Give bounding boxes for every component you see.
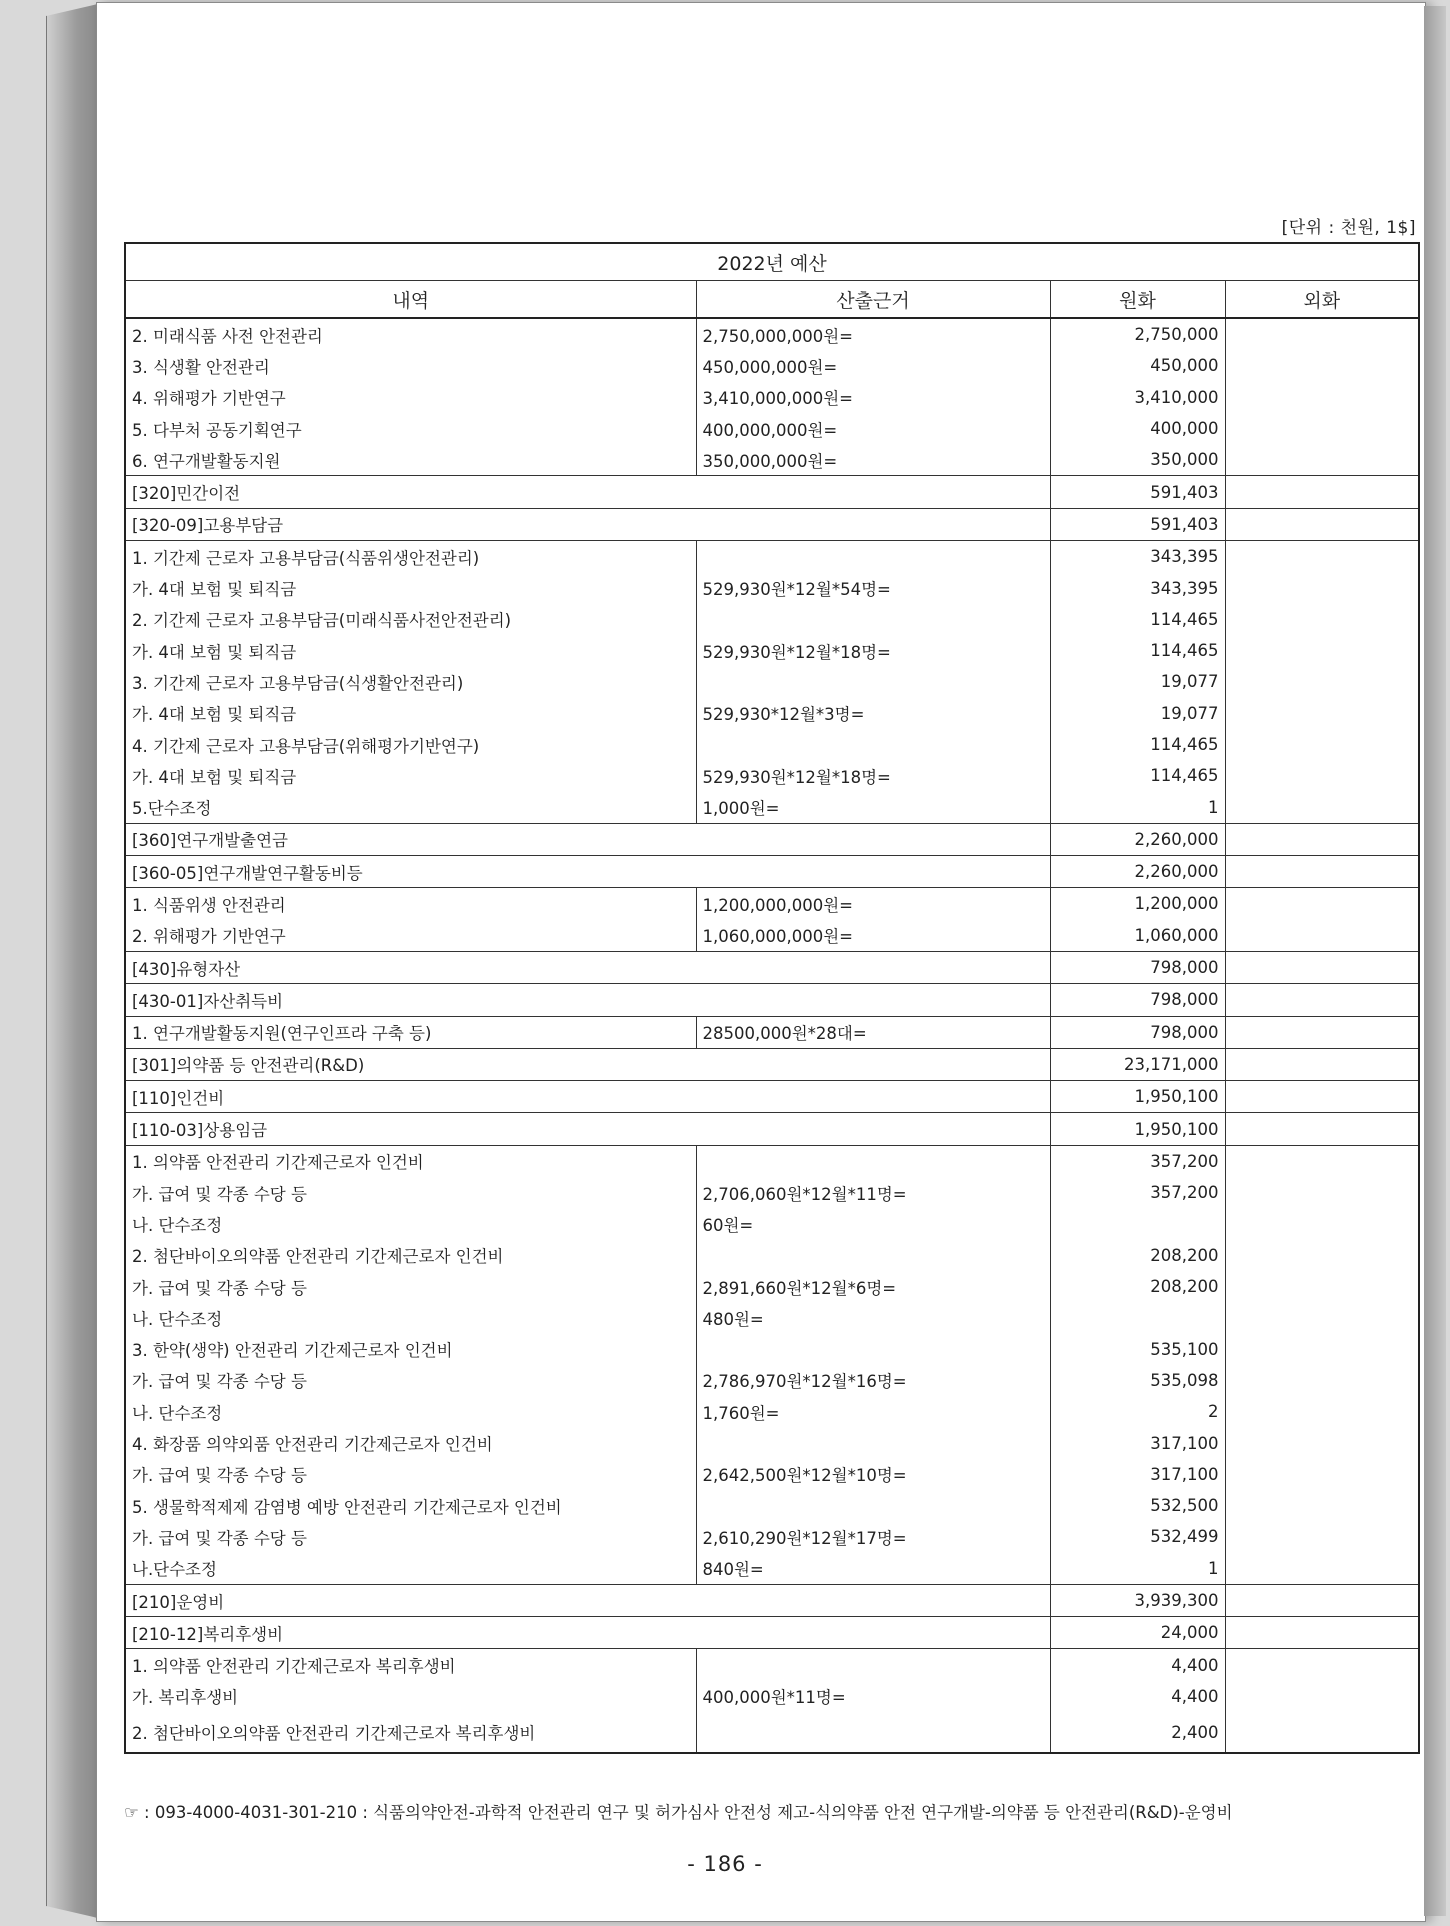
item-cell: [320]민간이전	[125, 476, 1050, 508]
krw-amount-cell: 19,077	[1050, 666, 1225, 697]
table-row	[125, 476, 1419, 508]
table-row	[125, 951, 1419, 983]
krw-amount-cell: 357,200	[1050, 1177, 1225, 1208]
fx-amount-cell	[1225, 1048, 1419, 1080]
basis-cell: 480원=	[696, 1302, 1050, 1333]
fx-amount-cell	[1225, 1712, 1419, 1753]
item-cell: 가. 급여 및 각종 수당 등	[125, 1177, 696, 1208]
item-cell: [210-12]복리후생비	[125, 1617, 1050, 1649]
table-row	[125, 444, 1419, 476]
item-cell: [110-03]상용임금	[125, 1113, 1050, 1145]
krw-amount-cell: 450,000	[1050, 350, 1225, 381]
basis-cell: 2,610,290원*12월*17명=	[696, 1521, 1050, 1552]
item-cell: 가. 4대 보험 및 퇴직금	[125, 572, 696, 603]
item-cell: 2. 첨단바이오의약품 안전관리 기간제근로자 복리후생비	[125, 1712, 696, 1753]
krw-amount-cell: 400,000	[1050, 413, 1225, 444]
krw-amount-cell: 3,939,300	[1050, 1584, 1225, 1616]
basis-cell: 529,930원*12월*54명=	[696, 572, 1050, 603]
fx-amount-cell	[1225, 1271, 1419, 1302]
fx-amount-cell	[1225, 1649, 1419, 1681]
table-row	[125, 572, 1419, 603]
table-row	[125, 1521, 1419, 1552]
krw-amount-cell: 343,395	[1050, 572, 1225, 603]
table-row	[125, 635, 1419, 666]
fx-amount-cell	[1225, 1302, 1419, 1333]
fx-amount-cell	[1225, 791, 1419, 823]
basis-cell: 2,891,660원*12월*6명=	[696, 1271, 1050, 1302]
table-row	[125, 1490, 1419, 1521]
fx-amount-cell	[1225, 572, 1419, 603]
krw-amount-cell: 2	[1050, 1396, 1225, 1427]
table-row	[125, 1302, 1419, 1333]
item-cell: [301]의약품 등 안전관리(R&D)	[125, 1048, 1050, 1080]
basis-cell	[696, 604, 1050, 635]
item-cell: 4. 위해평가 기반연구	[125, 382, 696, 413]
item-cell: 나. 단수조정	[125, 1302, 696, 1333]
table-row	[125, 1081, 1419, 1113]
table-row	[125, 1649, 1419, 1681]
krw-amount-cell: 535,100	[1050, 1334, 1225, 1365]
basis-cell	[696, 1427, 1050, 1458]
table-row	[125, 1208, 1419, 1239]
fx-amount-cell	[1225, 508, 1419, 540]
column-header-krw: 원화	[1050, 281, 1225, 319]
basis-cell: 28500,000원*28대=	[696, 1016, 1050, 1048]
krw-amount-cell: 343,395	[1050, 541, 1225, 573]
basis-cell: 1,200,000,000원=	[696, 888, 1050, 920]
fx-amount-cell	[1225, 413, 1419, 444]
table-row	[125, 1712, 1419, 1753]
table-row	[125, 1334, 1419, 1365]
fx-amount-cell	[1225, 1396, 1419, 1427]
basis-cell: 60원=	[696, 1208, 1050, 1239]
item-cell: [360-05]연구개발연구활동비등	[125, 856, 1050, 888]
basis-cell: 2,642,500원*12월*10명=	[696, 1459, 1050, 1490]
krw-amount-cell: 4,400	[1050, 1681, 1225, 1712]
krw-amount-cell: 114,465	[1050, 604, 1225, 635]
krw-amount-cell: 2,260,000	[1050, 856, 1225, 888]
basis-cell: 2,706,060원*12월*11명=	[696, 1177, 1050, 1208]
krw-amount-cell: 19,077	[1050, 698, 1225, 729]
fx-amount-cell	[1225, 1334, 1419, 1365]
fx-amount-cell	[1225, 666, 1419, 697]
table-row	[125, 1145, 1419, 1177]
table-row	[125, 791, 1419, 823]
basis-cell: 2,786,970원*12월*16명=	[696, 1365, 1050, 1396]
fx-amount-cell	[1225, 1427, 1419, 1458]
year-header-row	[125, 243, 1419, 281]
fx-amount-cell	[1225, 920, 1419, 952]
krw-amount-cell: 532,500	[1050, 1490, 1225, 1521]
basis-cell: 1,760원=	[696, 1396, 1050, 1427]
basis-cell: 400,000,000원=	[696, 413, 1050, 444]
basis-cell: 529,930원*12월*18명=	[696, 635, 1050, 666]
krw-amount-cell: 591,403	[1050, 508, 1225, 540]
table-row	[125, 666, 1419, 697]
column-header-basis: 산출근거	[696, 281, 1050, 319]
krw-amount-cell: 4,400	[1050, 1649, 1225, 1681]
item-cell: 나. 단수조정	[125, 1396, 696, 1427]
krw-amount-cell: 357,200	[1050, 1145, 1225, 1177]
item-cell: 나. 단수조정	[125, 1208, 696, 1239]
fx-amount-cell	[1225, 318, 1419, 350]
table-row	[125, 920, 1419, 952]
item-cell: [430-01]자산취득비	[125, 984, 1050, 1016]
item-cell: 가. 급여 및 각종 수당 등	[125, 1365, 696, 1396]
item-cell: 5. 생물학적제제 감염병 예방 안전관리 기간제근로자 인건비	[125, 1490, 696, 1521]
table-row	[125, 1177, 1419, 1208]
item-cell: 2. 첨단바이오의약품 안전관리 기간제근로자 인건비	[125, 1240, 696, 1271]
table-row	[125, 856, 1419, 888]
fx-amount-cell	[1225, 823, 1419, 855]
fx-amount-cell	[1225, 1081, 1419, 1113]
item-cell: [320-09]고용부담금	[125, 508, 1050, 540]
item-cell: 가. 복리후생비	[125, 1681, 696, 1712]
krw-amount-cell: 114,465	[1050, 635, 1225, 666]
item-cell: 2. 기간제 근로자 고용부담금(미래식품사전안전관리)	[125, 604, 696, 635]
table-row	[125, 1681, 1419, 1712]
fx-amount-cell	[1225, 604, 1419, 635]
krw-amount-cell: 3,410,000	[1050, 382, 1225, 413]
item-cell: 5.단수조정	[125, 791, 696, 823]
basis-cell	[696, 1240, 1050, 1271]
krw-amount-cell: 1,060,000	[1050, 920, 1225, 952]
table-row	[125, 1553, 1419, 1585]
table-row	[125, 1365, 1419, 1396]
fx-amount-cell	[1225, 541, 1419, 573]
table-row	[125, 1048, 1419, 1080]
krw-amount-cell: 1,950,100	[1050, 1081, 1225, 1113]
table-row	[125, 1240, 1419, 1271]
fx-amount-cell	[1225, 1459, 1419, 1490]
table-row	[125, 984, 1419, 1016]
krw-amount-cell: 114,465	[1050, 729, 1225, 760]
item-cell: 1. 의약품 안전관리 기간제근로자 복리후생비	[125, 1649, 696, 1681]
item-cell: [210]운영비	[125, 1584, 1050, 1616]
fx-amount-cell	[1225, 888, 1419, 920]
fx-amount-cell	[1225, 856, 1419, 888]
basis-cell: 1,000원=	[696, 791, 1050, 823]
item-cell: 1. 식품위생 안전관리	[125, 888, 696, 920]
krw-amount-cell: 798,000	[1050, 984, 1225, 1016]
krw-amount-cell: 1,200,000	[1050, 888, 1225, 920]
table-row	[125, 1016, 1419, 1048]
fx-amount-cell	[1225, 760, 1419, 791]
item-cell: 가. 4대 보험 및 퇴직금	[125, 760, 696, 791]
fx-amount-cell	[1225, 350, 1419, 381]
krw-amount-cell: 591,403	[1050, 476, 1225, 508]
basis-cell: 450,000,000원=	[696, 350, 1050, 381]
krw-amount-cell: 2,750,000	[1050, 318, 1225, 350]
fx-amount-cell	[1225, 1681, 1419, 1712]
page-number: - 186 -	[687, 1852, 763, 1876]
fx-amount-cell	[1225, 1145, 1419, 1177]
table-row	[125, 823, 1419, 855]
krw-amount-cell: 2,260,000	[1050, 823, 1225, 855]
basis-cell: 400,000원*11명=	[696, 1681, 1050, 1712]
column-header-fx: 외화	[1225, 281, 1419, 319]
fx-amount-cell	[1225, 1016, 1419, 1048]
item-cell: 가. 급여 및 각종 수당 등	[125, 1271, 696, 1302]
budget-table-body	[125, 318, 1419, 1753]
item-cell: 1. 의약품 안전관리 기간제근로자 인건비	[125, 1145, 696, 1177]
krw-amount-cell: 317,100	[1050, 1427, 1225, 1458]
krw-amount-cell: 1	[1050, 791, 1225, 823]
basis-cell	[696, 1334, 1050, 1365]
unit-note: [단위 : 천원, 1$]	[1281, 218, 1416, 238]
krw-amount-cell: 350,000	[1050, 444, 1225, 476]
item-cell: 3. 식생활 안전관리	[125, 350, 696, 381]
fx-amount-cell	[1225, 698, 1419, 729]
item-cell: [430]유형자산	[125, 951, 1050, 983]
item-cell: 5. 다부처 공동기획연구	[125, 413, 696, 444]
table-row	[125, 318, 1419, 350]
fx-amount-cell	[1225, 1113, 1419, 1145]
fx-amount-cell	[1225, 1208, 1419, 1239]
item-cell: 3. 기간제 근로자 고용부담금(식생활안전관리)	[125, 666, 696, 697]
krw-amount-cell: 1	[1050, 1553, 1225, 1585]
krw-amount-cell: 2,400	[1050, 1712, 1225, 1753]
table-row	[125, 1396, 1419, 1427]
fx-amount-cell	[1225, 1240, 1419, 1271]
table-row	[125, 382, 1419, 413]
krw-amount-cell: 317,100	[1050, 1459, 1225, 1490]
item-cell: 1. 기간제 근로자 고용부담금(식품위생안전관리)	[125, 541, 696, 573]
table-row	[125, 541, 1419, 573]
table-row	[125, 729, 1419, 760]
item-cell: 가. 급여 및 각종 수당 등	[125, 1459, 696, 1490]
fx-amount-cell	[1225, 444, 1419, 476]
table-row	[125, 1271, 1419, 1302]
table-row	[125, 888, 1419, 920]
table-row	[125, 1617, 1419, 1649]
fx-amount-cell	[1225, 1617, 1419, 1649]
fx-amount-cell	[1225, 382, 1419, 413]
table-row	[125, 413, 1419, 444]
budget-table	[124, 242, 1420, 1754]
column-header-item: 내역	[125, 281, 696, 319]
book-binding-edge	[46, 4, 98, 1918]
fx-amount-cell	[1225, 1365, 1419, 1396]
page-stack-edge	[1424, 6, 1446, 1916]
krw-amount-cell: 24,000	[1050, 1617, 1225, 1649]
basis-cell	[696, 541, 1050, 573]
basis-cell: 529,930원*12월*18명=	[696, 760, 1050, 791]
item-cell: 3. 한약(생약) 안전관리 기간제근로자 인건비	[125, 1334, 696, 1365]
krw-amount-cell: 1,950,100	[1050, 1113, 1225, 1145]
krw-amount-cell: 535,098	[1050, 1365, 1225, 1396]
basis-cell: 1,060,000,000원=	[696, 920, 1050, 952]
item-cell: [110]인건비	[125, 1081, 1050, 1113]
item-cell: 4. 화장품 의약외품 안전관리 기간제근로자 인건비	[125, 1427, 696, 1458]
krw-amount-cell: 798,000	[1050, 1016, 1225, 1048]
krw-amount-cell	[1050, 1208, 1225, 1239]
fx-amount-cell	[1225, 1553, 1419, 1585]
krw-amount-cell: 532,499	[1050, 1521, 1225, 1552]
table-row	[125, 760, 1419, 791]
year-header: 2022년 예산	[125, 243, 1419, 281]
table-row	[125, 1584, 1419, 1616]
basis-cell	[696, 1145, 1050, 1177]
fx-amount-cell	[1225, 951, 1419, 983]
basis-cell	[696, 666, 1050, 697]
fx-amount-cell	[1225, 729, 1419, 760]
basis-cell	[696, 1712, 1050, 1753]
account-code-footnote: ☞ : 093-4000-4031-301-210 : 식품의약안전-과학적 안전관리 연구 및 허가심사 안전성 제고-식의약품 안전 연구개발-의약품 등 안전관리(R&D)-운영비	[124, 1803, 1233, 1822]
basis-cell	[696, 729, 1050, 760]
item-cell: 1. 연구개발활동지원(연구인프라 구축 등)	[125, 1016, 696, 1048]
table-row	[125, 604, 1419, 635]
item-cell: 가. 급여 및 각종 수당 등	[125, 1521, 696, 1552]
fx-amount-cell	[1225, 1521, 1419, 1552]
table-row	[125, 350, 1419, 381]
fx-amount-cell	[1225, 1584, 1419, 1616]
item-cell: 2. 미래식품 사전 안전관리	[125, 318, 696, 350]
basis-cell	[696, 1490, 1050, 1521]
fx-amount-cell	[1225, 476, 1419, 508]
basis-cell: 2,750,000,000원=	[696, 318, 1050, 350]
item-cell: 가. 4대 보험 및 퇴직금	[125, 635, 696, 666]
krw-amount-cell	[1050, 1302, 1225, 1333]
table-row	[125, 1113, 1419, 1145]
fx-amount-cell	[1225, 635, 1419, 666]
krw-amount-cell: 23,171,000	[1050, 1048, 1225, 1080]
table-row	[125, 698, 1419, 729]
item-cell: [360]연구개발출연금	[125, 823, 1050, 855]
column-header-row	[125, 281, 1419, 319]
krw-amount-cell: 114,465	[1050, 760, 1225, 791]
table-row	[125, 508, 1419, 540]
item-cell: 2. 위해평가 기반연구	[125, 920, 696, 952]
table-row	[125, 1427, 1419, 1458]
item-cell: 6. 연구개발활동지원	[125, 444, 696, 476]
basis-cell: 840원=	[696, 1553, 1050, 1585]
krw-amount-cell: 798,000	[1050, 951, 1225, 983]
basis-cell: 3,410,000,000원=	[696, 382, 1050, 413]
krw-amount-cell: 208,200	[1050, 1271, 1225, 1302]
item-cell: 4. 기간제 근로자 고용부담금(위해평가기반연구)	[125, 729, 696, 760]
table-row	[125, 1459, 1419, 1490]
basis-cell: 529,930*12월*3명=	[696, 698, 1050, 729]
krw-amount-cell: 208,200	[1050, 1240, 1225, 1271]
basis-cell	[696, 1649, 1050, 1681]
fx-amount-cell	[1225, 1490, 1419, 1521]
item-cell: 나.단수조정	[125, 1553, 696, 1585]
basis-cell: 350,000,000원=	[696, 444, 1050, 476]
fx-amount-cell	[1225, 1177, 1419, 1208]
fx-amount-cell	[1225, 984, 1419, 1016]
item-cell: 가. 4대 보험 및 퇴직금	[125, 698, 696, 729]
